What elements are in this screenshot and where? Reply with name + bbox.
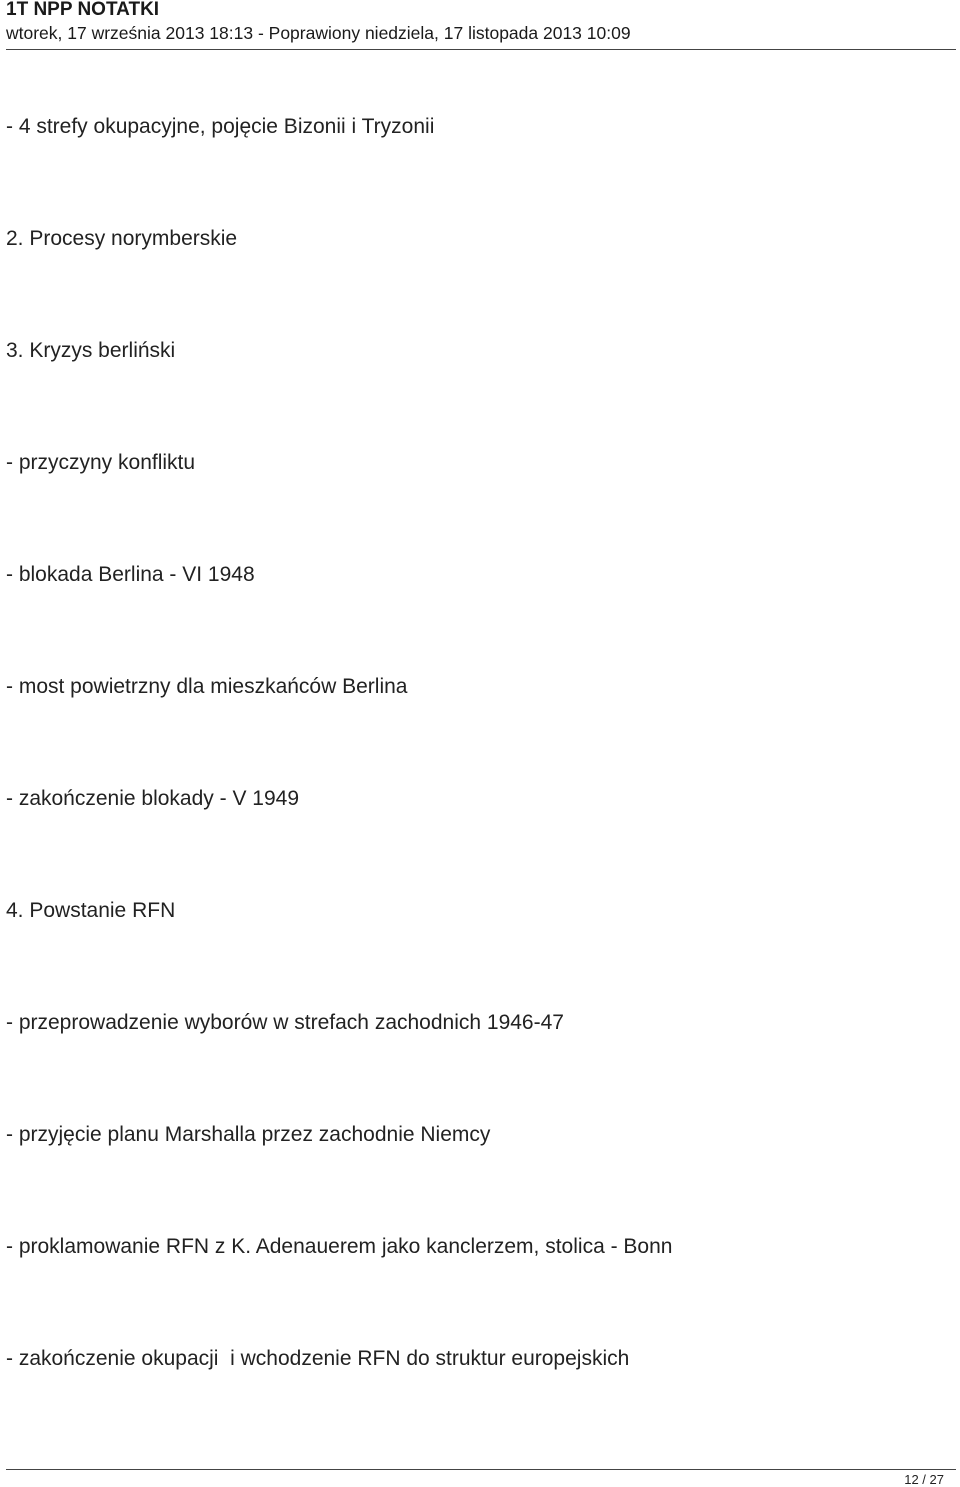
text-line: - zakończenie blokady - V 1949 bbox=[6, 787, 300, 810]
text-line: 2. Procesy norymberskie bbox=[6, 227, 238, 250]
text-line: 4. Powstanie RFN bbox=[6, 899, 176, 922]
footer-divider bbox=[6, 1469, 956, 1470]
header-divider bbox=[6, 49, 956, 50]
text-line: - 4 strefy okupacyjne, pojęcie Bizonii i Tryzonii bbox=[6, 115, 435, 138]
text-line: - proklamowanie RFN z K. Adenauerem jako kanclerzem, stolica - Bonn bbox=[6, 1235, 673, 1258]
text-line: - przeprowadzenie wyborów w strefach zachodnich 1946-47 bbox=[6, 1011, 564, 1034]
document-meta-dates: wtorek, 17 września 2013 18:13 - Poprawiony niedziela, 17 listopada 2013 10:09 bbox=[6, 23, 631, 43]
text-line: - przyjęcie planu Marshalla przez zachodnie Niemcy bbox=[6, 1123, 491, 1146]
text-line: - zakończenie okupacji i wchodzenie RFN do struktur europejskich bbox=[6, 1347, 630, 1370]
text-line: - blokada Berlina - VI 1948 bbox=[6, 563, 255, 586]
text-line: - most powietrzny dla mieszkańców Berlina bbox=[6, 675, 408, 698]
text-line: - przyczyny konfliktu bbox=[6, 451, 196, 474]
page-number: 12 / 27 bbox=[904, 1472, 944, 1487]
document-title: 1T NPP NOTATKI bbox=[6, 0, 160, 20]
text-line: 3. Kryzys berliński bbox=[6, 339, 176, 362]
